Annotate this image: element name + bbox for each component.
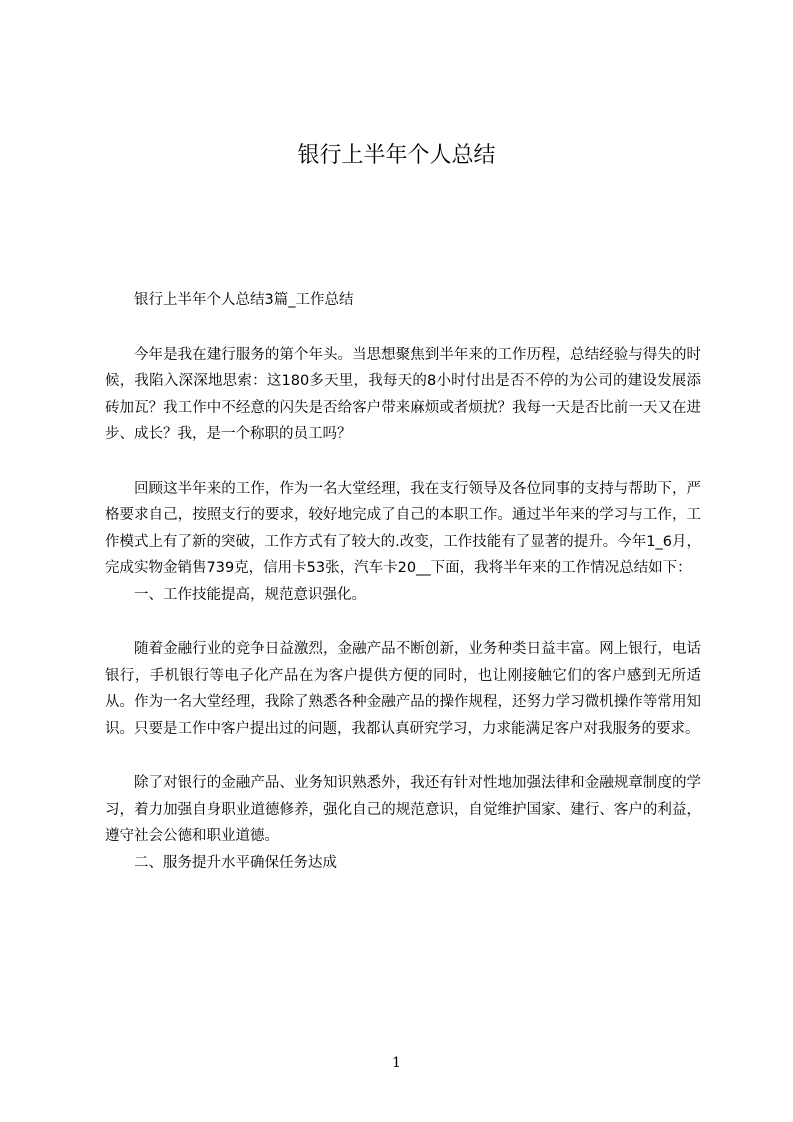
document-title: 银行上半年个人总结 xyxy=(297,143,496,168)
review-paragraph: 回顾这半年来的工作，作为一名大堂经理，我在支行领导及各位同事的支持与帮助下，严格要求自己，按照支行的要求，较好地完成了自己的本职工作。通过半年来的学习与工作，工作模式上有了新的突破，工作方式有了较大的.改变，工作技能有了显著的提升。今年1_6月，完成实物金销售739克，信用卡53张，汽车卡20__下面，我将半年来的工作情况总结如下： xyxy=(105,480,701,576)
document-body xyxy=(105,287,701,876)
page-number: 1 xyxy=(392,1055,401,1071)
regulations-paragraph: 除了对银行的金融产品、业务知识熟悉外，我还有针对性地加强法律和金融规章制度的学习，着力加强自身职业道德修养，强化自己的规范意识，自觉维护国家、建行、客户的利益，遵守社会公德和职业道德。 xyxy=(105,775,701,844)
section-heading-1: 一、工作技能提高，规范意识强化。 xyxy=(134,586,366,603)
intro-paragraph: 今年是我在建行服务的第个年头。当思想聚焦到半年来的工作历程，总结经验与得失的时候，我陷入深深地思索：这180多天里，我每天的8小时付出是否不停的为公司的建设发展添砖加瓦？我工作中不经意的闪失是否给客户带来麻烦或者烦扰？我每一天是否比前一天又在进步、成长？我，是一个称职的员工吗？ xyxy=(105,346,701,442)
subtitle-paragraph: 银行上半年个人总结3篇_工作总结 xyxy=(134,292,354,308)
section-heading-2: 二、服务提升水平确保任务达成 xyxy=(134,854,337,871)
skills-paragraph: 随着金融行业的竞争日益激烈，金融产品不断创新，业务种类日益丰富。网上银行，电话银行，手机银行等电子化产品在为客户提供方便的同时，也让刚接触它们的客户感到无所适从。作为一名大堂经理，我除了熟悉各种金融产品的操作规程，还努力学习微机操作等常用知识。只要是工作中客户提出过的问题，我都认真研究学习，力求能满足客户对我服务的要求。 xyxy=(105,641,701,737)
